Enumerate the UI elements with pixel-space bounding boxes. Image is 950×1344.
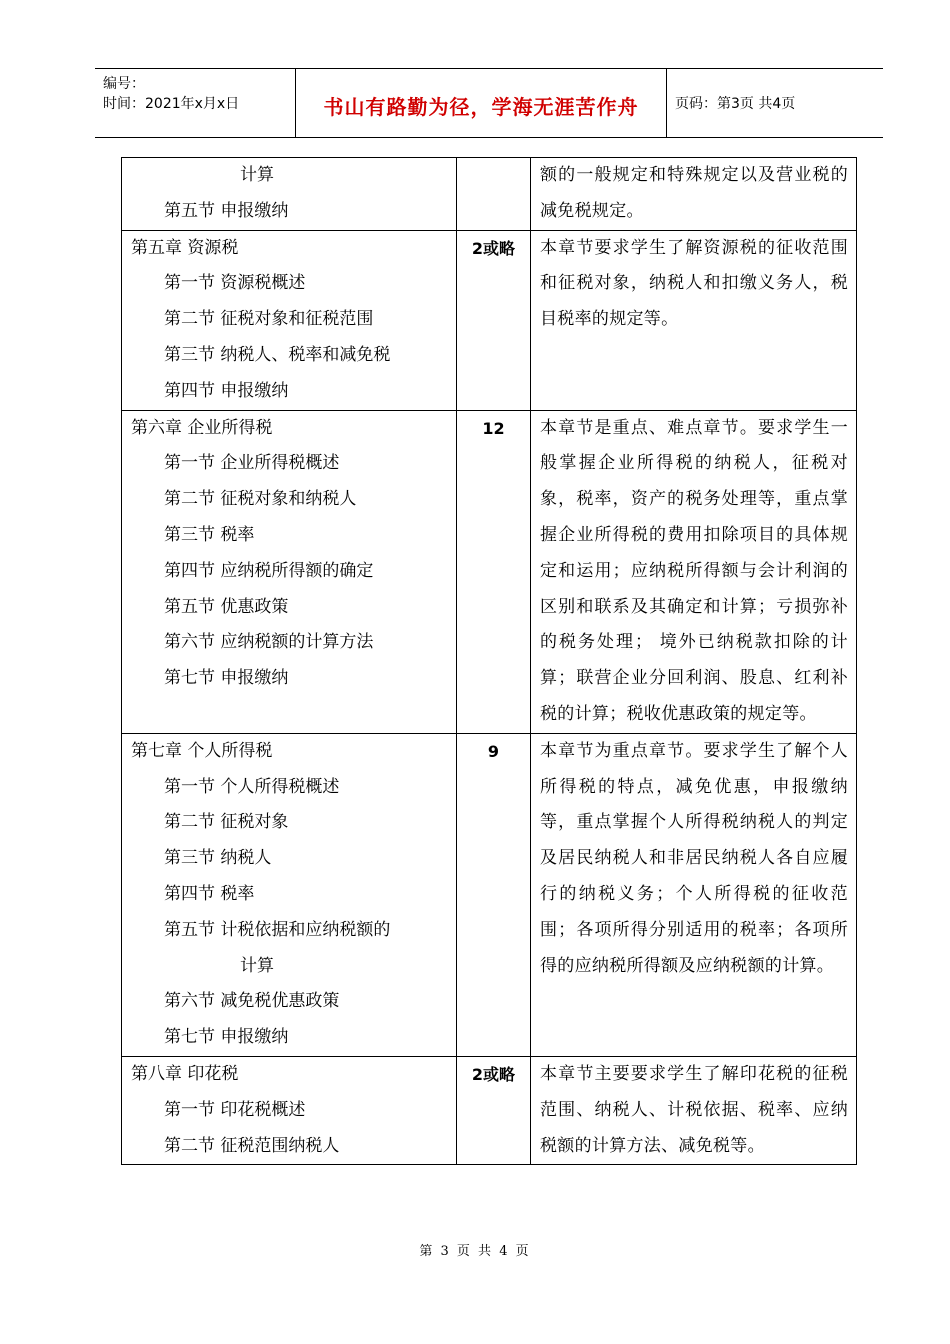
section-title: 第七节 申报缴纳 bbox=[164, 1027, 289, 1048]
header-meta-cell bbox=[95, 69, 295, 137]
section-title: 第七节 申报缴纳 bbox=[164, 668, 289, 689]
section-title: 第一节 企业所得税概述 bbox=[164, 453, 340, 474]
section-title: 第五节 计税依据和应纳税额的 bbox=[164, 919, 391, 940]
section-title: 第二节 征税对象 bbox=[164, 812, 289, 833]
section-title: 第六节 减免税优惠政策 bbox=[164, 991, 340, 1012]
syllabus-table bbox=[121, 157, 857, 1165]
description-text: 本章节主要要求学生了解印花税的征税范围、纳税人、计税依据、税率、应纳税额的计算方法、减免税等。 bbox=[540, 1063, 848, 1156]
chapter-cell bbox=[122, 733, 457, 1056]
description-cell bbox=[531, 230, 857, 410]
section-title: 第一节 资源税概述 bbox=[164, 273, 306, 294]
slogan-text: 书山有路勤为径，学海无涯苦作舟 bbox=[323, 95, 639, 119]
section-title: 第一节 印花税概述 bbox=[164, 1099, 306, 1120]
section-title: 第二节 征税对象和纳税人 bbox=[164, 489, 357, 510]
page-code-label: 页码：第3页 共4页 bbox=[675, 96, 796, 112]
description-cell bbox=[531, 1056, 857, 1164]
section-title: 第五节 优惠政策 bbox=[164, 596, 289, 617]
syllabus-table-body bbox=[122, 158, 857, 1165]
section-title: 第三节 纳税人 bbox=[164, 848, 272, 869]
description-cell bbox=[531, 158, 857, 231]
hours-cell bbox=[457, 1056, 531, 1164]
hours-value: 2或略 bbox=[471, 1064, 516, 1084]
document-number-label: 编号： bbox=[103, 76, 145, 92]
header-page-cell bbox=[667, 69, 883, 137]
table-row bbox=[122, 158, 857, 231]
chapter-title: 第五章 资源税 bbox=[131, 237, 239, 258]
hours-value bbox=[457, 158, 530, 194]
table-row bbox=[122, 1056, 857, 1164]
section-title: 第二节 征税范围纳税人 bbox=[164, 1135, 340, 1156]
section-title: 第四节 税率 bbox=[164, 883, 255, 904]
page-footer: 第 3 页 共 4 页 bbox=[419, 1244, 531, 1259]
description-text: 额的一般规定和特殊规定以及营业税的减免税规定。 bbox=[540, 165, 848, 221]
section-title: 第四节 申报缴纳 bbox=[164, 380, 289, 401]
hours-value: 12 bbox=[482, 418, 505, 438]
hours-cell bbox=[457, 733, 531, 1056]
section-title: 第六节 应纳税额的计算方法 bbox=[164, 632, 374, 653]
description-text: 本章节是重点、难点章节。要求学生一般掌握企业所得税的纳税人，征税对象，税率，资产的税务处理等，重点掌握企业所得税的费用扣除项目的具体规定和运用；应纳税所得额与会计利润的区别和联系及其确定和计算；亏损弥补的税务处理； 境外已纳税款扣除的计算；联营企业分回利润、股息、红利补税的计算；税收优惠政策的规定等。 bbox=[540, 417, 848, 724]
hours-value: 9 bbox=[487, 741, 500, 761]
table-row bbox=[122, 230, 857, 410]
chapter-title: 第六章 企业所得税 bbox=[131, 417, 273, 438]
section-title: 第一节 个人所得税概述 bbox=[164, 776, 340, 797]
description-text: 本章节为重点章节。要求学生了解个人所得税的特点，减免优惠，申报缴纳等，重点掌握个人所得税纳税人的判定及居民纳税人和非居民纳税人各自应履行的纳税义务；个人所得税的征收范围；各项所得分别适用的税率；各项所得的应纳税所得额及应纳税额的计算。 bbox=[540, 740, 848, 976]
hours-cell bbox=[457, 410, 531, 733]
chapter-cell bbox=[122, 410, 457, 733]
section-title: 第三节 纳税人、税率和减免税 bbox=[164, 344, 391, 365]
hours-cell bbox=[457, 158, 531, 231]
section-title-continued: 计算 bbox=[240, 165, 274, 185]
section-title-continued: 计算 bbox=[240, 955, 274, 976]
chapter-cell bbox=[122, 230, 457, 410]
section-title: 第五节 申报缴纳 bbox=[164, 200, 289, 221]
section-title: 第二节 征税对象和征税范围 bbox=[164, 309, 374, 330]
document-time-label: 时间：2021年x月x日 bbox=[103, 96, 240, 112]
table-row bbox=[122, 410, 857, 733]
chapter-title: 第八章 印花税 bbox=[131, 1063, 239, 1084]
header-slogan-cell bbox=[295, 69, 667, 137]
table-row bbox=[122, 733, 857, 1056]
section-title: 第四节 应纳税所得额的确定 bbox=[164, 560, 374, 581]
hours-value: 2或略 bbox=[471, 238, 516, 258]
section-title: 第三节 税率 bbox=[164, 524, 255, 545]
description-cell bbox=[531, 733, 857, 1056]
description-text: 本章节要求学生了解资源税的征收范围和征税对象，纳税人和扣缴义务人，税目税率的规定等。 bbox=[540, 237, 848, 330]
description-cell bbox=[531, 410, 857, 733]
chapter-cell bbox=[122, 158, 457, 231]
chapter-cell bbox=[122, 1056, 457, 1164]
chapter-title: 第七章 个人所得税 bbox=[131, 740, 273, 761]
hours-cell bbox=[457, 230, 531, 410]
page-header bbox=[95, 68, 883, 138]
